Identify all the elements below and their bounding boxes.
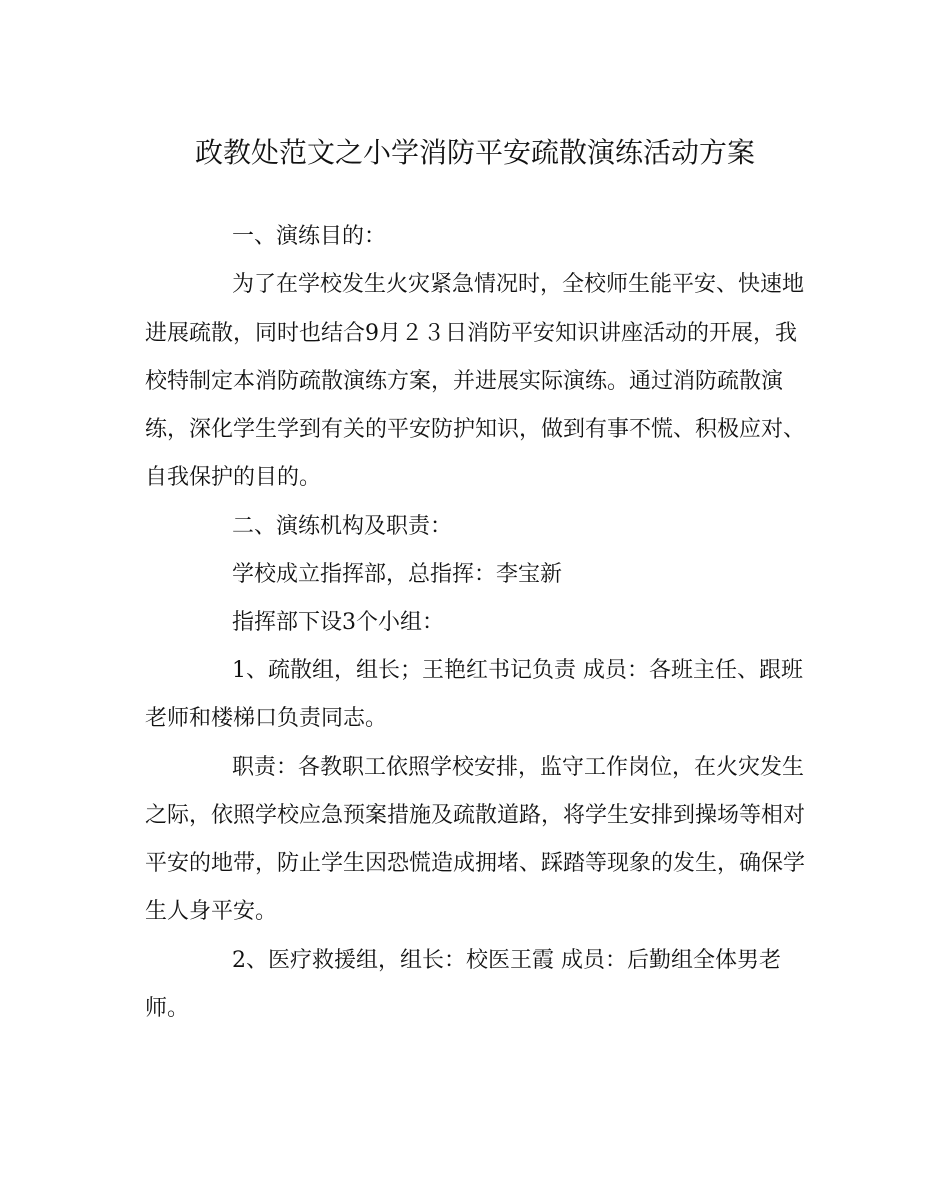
paragraph-line: 之际，依照学校应急预案措施及疏散道路，将学生安排到操场等相对	[145, 803, 806, 828]
paragraph-line: 职责：各教职工依照学校安排，监守工作岗位，在火灾发生	[232, 755, 805, 780]
paragraph-line: 老师和楼梯口负责同志。	[145, 706, 388, 731]
paragraph-line: 进展疏散，同时也结合9月２３日消防平安知识讲座活动的开展，我	[145, 321, 797, 346]
paragraph-line: 练，深化学生学到有关的平安防护知识，做到有事不慌、积极应对、	[145, 417, 806, 442]
section-heading-purpose: 一、演练目的：	[232, 224, 387, 249]
paragraph-line: 1、疏散组，组长；王艳红书记负责 成员：各班主任、跟班	[232, 658, 803, 683]
paragraph-line: 自我保护的目的。	[145, 465, 322, 490]
paragraph-line: 生人身平安。	[145, 899, 278, 924]
paragraph-line: 师。	[145, 996, 190, 1021]
paragraph-line: 2、医疗救援组，组长：校医王霞 成员：后勤组全体男老	[232, 948, 781, 973]
document-title: 政教处范文之小学消防平安疏散演练活动方案	[194, 136, 755, 169]
paragraph-line: 为了在学校发生火灾紧急情况时，全校师生能平安、快速地	[232, 272, 805, 297]
paragraph-line: 学校成立指挥部，总指挥：李宝新	[232, 562, 563, 587]
paragraph-line: 校特制定本消防疏散演练方案，并进展实际演练。通过消防疏散演	[145, 369, 784, 394]
paragraph-line: 平安的地带，防止学生因恐慌造成拥堵、踩踏等现象的发生，确保学	[145, 851, 806, 876]
section-heading-organization: 二、演练机构及职责：	[232, 514, 453, 539]
paragraph-line: 指挥部下设3个小组：	[232, 610, 444, 635]
